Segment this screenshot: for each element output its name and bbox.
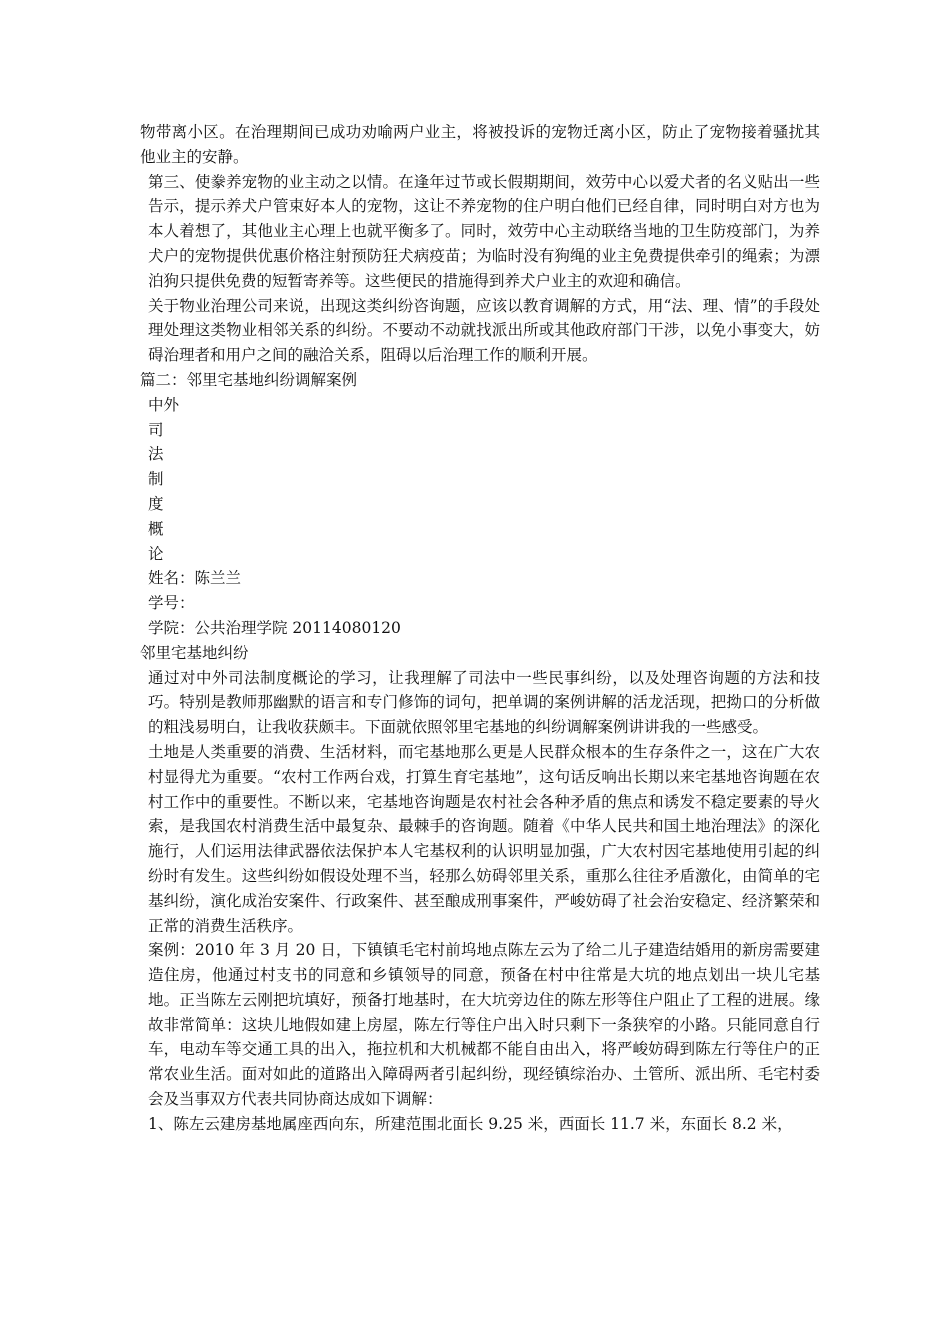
paragraph-course-reflection: 通过对中外司法制度概论的学习，让我理解了司法中一些民事纠纷，以及处理咨询题的方法和技巧。特别是教师那幽默的语言和专门修饰的词句，把单调的案例讲解的活龙活现，把拗口的分析做的粗浅易明白，让我收获颇丰。下面就依照邻里宅基地的纠纷调解案例讲讲我的一些感受。 bbox=[148, 668, 820, 737]
section-title: 邻里宅基地纠纷 bbox=[140, 643, 249, 662]
paragraph-mediation-item-1: 1、陈左云建房基地属座西向东，所建范围北面长 9.25 米，西面长 11.7 米，东面长 8.2 米， bbox=[148, 1114, 793, 1133]
cover-course-title-1: 中外 bbox=[148, 395, 180, 414]
cover-course-title-7: 论 bbox=[148, 544, 164, 563]
paragraph-pet-removal: 物带离小区。在治理期间已成功劝喻两户业主，将被投诉的宠物迁离小区，防止了宠物接着骚扰其他业主的安静。 bbox=[140, 123, 820, 166]
paragraph-case-description: 案例：2010 年 3 月 20 日，下镇镇毛宅村前坞地点陈左云为了给二儿子建造结婚用的新房需要建造住房，他通过村支书的同意和乡镇领导的同意，预备在村中往常是大坑的地点划出一块儿宅基地。正当陈左云刚把坑填好，预备打地基时，在大坑旁边住的陈左形等住户阻止了工程的进展。缘故非常简单：这块儿地假如建上房屋，陈左行等住户出入时只剩下一条狭窄的小路。只能同意自行车，电动车等交通工具的出入，拖拉机和大机械都不能自由出入，将严峻妨碍到陈左行等住户的正常农业生活。面对如此的道路出入障碍两者引起纠纷，现经镇综治办、土管所、派出所、毛宅村委会及当事双方代表共同协商达成如下调解： bbox=[148, 941, 820, 1109]
article-two-heading: 篇二：邻里宅基地纠纷调解案例 bbox=[140, 370, 358, 389]
cover-student-name: 姓名：陈兰兰 bbox=[148, 569, 242, 588]
cover-course-title-6: 概 bbox=[148, 519, 164, 538]
cover-college: 学院：公共治理学院 20114080120 bbox=[148, 618, 401, 637]
cover-course-title-3: 法 bbox=[148, 445, 164, 464]
cover-student-id: 学号： bbox=[148, 594, 195, 613]
document-body bbox=[140, 120, 820, 1137]
paragraph-third-measure: 第三、使豢养宠物的业主动之以情。在逢年过节或长假期期间，效劳中心以爱犬者的名义贴出一些告示，提示养犬户管束好本人的宠物，这让不养宠物的住户明白他们已经自律，同时明白对方也为本人着想了，其他业主心理上也就平衡多了。同时，效劳中心主动联络当地的卫生防疫部门，为养犬户的宠物提供优惠价格注射预防狂犬病疫苗；为临时没有狗绳的业主免费提供牵引的绳索；为漂泊狗只提供免费的短暂寄养等。这些便民的措施得到养犬户业主的欢迎和确信。 bbox=[148, 172, 820, 290]
cover-course-title-2: 司 bbox=[148, 420, 164, 439]
cover-course-title-4: 制 bbox=[148, 470, 164, 489]
cover-course-title-5: 度 bbox=[148, 494, 164, 513]
paragraph-land-importance: 土地是人类重要的消费、生活材料，而宅基地那么更是人民群众根本的生存条件之一，这在广大农村显得尤为重要。“农村工作两台戏，打算生育宅基地”，这句话反响出长期以来宅基地咨询题在农村工作中的重要性。不断以来，宅基地咨询题是农村社会各种矛盾的焦点和诱发不稳定要素的导火索，是我国农村消费生活中最复杂、最棘手的咨询题。随着《中华人民共和国土地治理法》的深化施行，人们运用法律武器依法保护本人宅基权利的认识明显加强，广大农村因宅基地使用引起的纠纷时有发生。这些纠纷如假设处理不当，轻那么妨碍邻里关系，重那么往往矛盾激化，由简单的宅基纠纷，演化成治安案件、行政案件、甚至酿成刑事案件，严峻妨碍了社会治安稳定、经济繁荣和正常的消费生活秩序。 bbox=[148, 742, 820, 935]
paragraph-property-conclusion: 关于物业治理公司来说，出现这类纠纷咨询题，应该以教育调解的方式，用“法、理、情”的手段处理处理这类物业相邻关系的纠纷。不要动不动就找派出所或其他政府部门干涉，以免小事变大，妨碍治理者和用户之间的融洽关系，阻碍以后治理工作的顺利开展。 bbox=[148, 296, 820, 365]
